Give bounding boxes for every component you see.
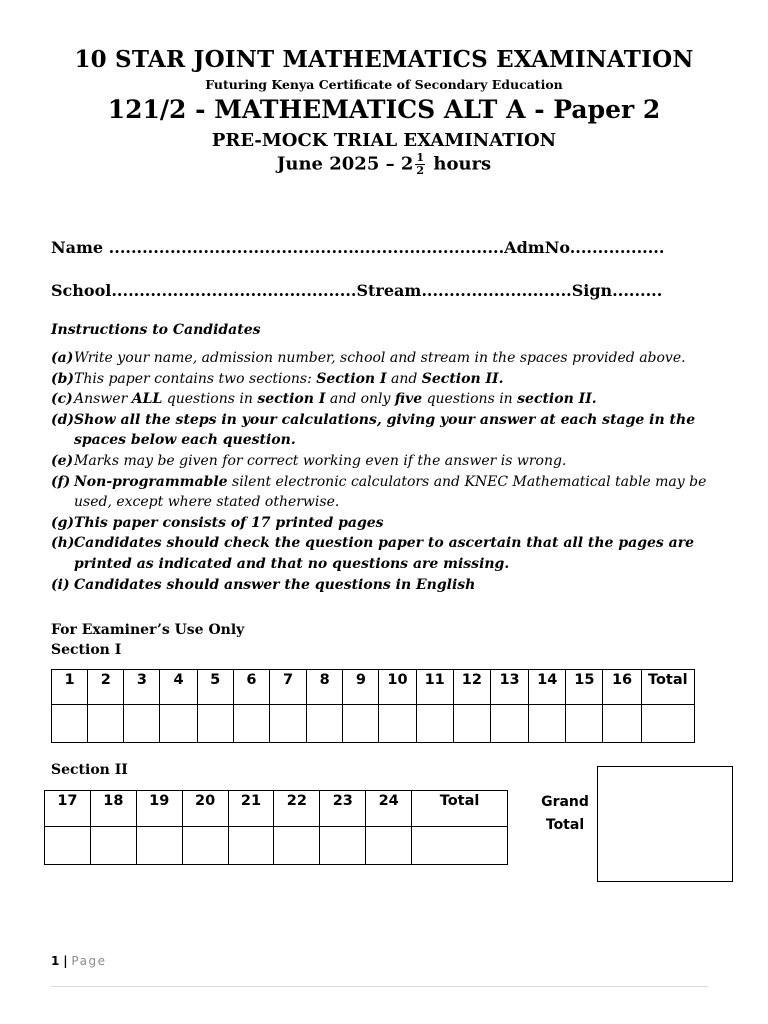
section1-column-header: 12 <box>453 670 490 705</box>
page-footer <box>51 954 106 968</box>
instruction-marker: (c) <box>51 391 73 408</box>
instructions-heading: Instructions to Candidates <box>51 322 261 338</box>
section1-column-header: 1 <box>52 670 88 705</box>
section2-score-cell[interactable] <box>45 827 91 865</box>
section1-column-header: 15 <box>566 670 603 705</box>
instruction-text: This paper consists of 17 printed pages <box>74 514 384 531</box>
section1-column-header: 7 <box>269 670 306 705</box>
section1-score-cell[interactable] <box>52 705 88 743</box>
instruction-marker: (e) <box>51 452 74 469</box>
duration-fraction <box>415 152 425 177</box>
section2-score-cell[interactable] <box>136 827 182 865</box>
instruction-item <box>51 575 716 596</box>
instruction-item <box>51 369 716 390</box>
section1-column-header: 6 <box>233 670 269 705</box>
school-label: School <box>51 281 112 300</box>
instruction-marker: (d) <box>51 411 75 428</box>
section1-score-cell[interactable] <box>453 705 490 743</box>
admno-field[interactable]: ................. <box>569 238 665 257</box>
section1-score-cell[interactable] <box>197 705 233 743</box>
section1-score-cell[interactable] <box>529 705 566 743</box>
instruction-emphasis: Non-programmable <box>74 473 228 490</box>
instruction-text: Answer <box>74 391 132 408</box>
grand-total-label-line2: Total <box>545 817 585 833</box>
instruction-text: and only <box>325 391 395 408</box>
section2-score-cell[interactable] <box>412 827 508 865</box>
grand-total-box[interactable] <box>597 766 733 882</box>
section1-score-row <box>52 705 695 743</box>
instruction-marker: (f) <box>51 473 71 490</box>
section1-score-cell[interactable] <box>379 705 416 743</box>
instruction-text: Candidates should check the question paper to ascertain that all the pages are printed as indicated and that no questions are missing. <box>74 535 695 572</box>
section2-column-header: 24 <box>366 791 412 827</box>
section1-score-cell[interactable] <box>343 705 379 743</box>
instruction-emphasis: Section I <box>316 370 387 387</box>
sign-label: Sign <box>571 281 613 300</box>
section1-column-header: 9 <box>343 670 379 705</box>
section1-column-header: 4 <box>160 670 197 705</box>
instruction-text: silent electronic calculators and KNEC Mathematical table may be used, except where stated otherwise. <box>74 473 707 511</box>
name-field[interactable]: ....................................................................... <box>103 238 505 257</box>
section1-column-header: 10 <box>379 670 416 705</box>
instruction-marker: (i) <box>51 576 70 593</box>
section1-column-header: 16 <box>603 670 641 705</box>
examiner-heading: For Examiner’s Use Only <box>51 622 245 638</box>
section1-score-cell[interactable] <box>124 705 160 743</box>
instruction-marker: (b) <box>51 370 75 387</box>
section2-column-header: 21 <box>228 791 274 827</box>
stream-field[interactable]: ........................... <box>421 281 572 300</box>
instruction-emphasis: ALL <box>131 391 163 408</box>
instruction-text: Write your name, admission number, school and stream in the spaces provided above. <box>74 350 686 366</box>
page-separator: | <box>63 954 68 968</box>
instruction-item <box>51 533 716 574</box>
instruction-text: Show all the steps in your calculations, giving your answer at each stage in the spaces below each question. <box>74 411 696 449</box>
section1-score-cell[interactable] <box>307 705 343 743</box>
section1-score-cell[interactable] <box>603 705 641 743</box>
section1-column-header: 13 <box>490 670 528 705</box>
session-line <box>0 152 768 177</box>
instruction-item <box>51 472 716 513</box>
school-line <box>51 281 662 300</box>
exam-title: 10 STAR JOINT MATHEMATICS EXAMINATION <box>74 46 694 73</box>
instruction-emphasis: Section II. <box>421 370 504 387</box>
name-line <box>51 238 664 257</box>
section2-column-header: 23 <box>320 791 366 827</box>
section1-column-header: 8 <box>307 670 343 705</box>
exam-subtitle: Futuring Kenya Certificate of Secondary Education <box>205 77 563 92</box>
section2-score-table <box>44 790 508 865</box>
section1-score-cell[interactable] <box>88 705 124 743</box>
instruction-item <box>51 348 716 369</box>
section1-score-cell[interactable] <box>490 705 528 743</box>
section1-column-header: 3 <box>124 670 160 705</box>
page-number: 1 <box>51 954 60 968</box>
instruction-item <box>51 389 716 410</box>
admno-label: AdmNo <box>504 238 570 257</box>
instruction-emphasis: section I <box>257 391 326 408</box>
instruction-text: Marks may be given for correct working even if the answer is wrong. <box>74 452 567 469</box>
name-label: Name <box>51 238 104 257</box>
instructions-list <box>51 348 716 595</box>
section1-score-cell[interactable] <box>269 705 306 743</box>
section1-column-header: 5 <box>197 670 233 705</box>
section1-score-cell[interactable] <box>233 705 269 743</box>
section2-score-row <box>45 827 508 865</box>
section1-column-header: 11 <box>416 670 453 705</box>
section2-score-cell[interactable] <box>274 827 320 865</box>
section1-score-cell[interactable] <box>160 705 197 743</box>
section2-column-header: 20 <box>182 791 228 827</box>
instruction-text: This paper contains two sections: <box>74 370 317 387</box>
instruction-text: questions in <box>422 391 518 408</box>
duration-numerator: 1 <box>416 151 425 164</box>
instruction-marker: (g) <box>51 514 75 531</box>
instruction-text: Candidates should answer the questions in English <box>74 576 476 593</box>
section2-column-header: 17 <box>45 791 91 827</box>
instruction-text: questions in <box>162 391 258 408</box>
instruction-text: and <box>386 370 422 387</box>
instruction-item <box>51 451 716 472</box>
section1-label: Section I <box>51 642 122 658</box>
section2-column-header: 19 <box>136 791 182 827</box>
section2-column-header: Total <box>412 791 508 827</box>
instruction-item <box>51 513 716 534</box>
instruction-emphasis: five <box>394 391 423 408</box>
section2-score-cell[interactable] <box>228 827 274 865</box>
section2-score-cell[interactable] <box>90 827 136 865</box>
section2-label: Section II <box>51 762 128 778</box>
section2-column-header: 18 <box>90 791 136 827</box>
session-text: June 2025 – 2 <box>276 153 414 175</box>
section2-header-row <box>45 791 508 827</box>
paper-title: 121/2 - MATHEMATICS ALT A - Paper 2 <box>107 95 661 124</box>
stream-label: Stream <box>356 281 422 300</box>
section2-score-cell[interactable] <box>366 827 412 865</box>
school-field[interactable]: ............................................ <box>111 281 357 300</box>
grand-total-label <box>533 791 597 837</box>
section1-column-header: Total <box>641 670 694 705</box>
footer-divider <box>51 986 708 987</box>
section2-score-cell[interactable] <box>320 827 366 865</box>
instruction-item <box>51 410 716 451</box>
instruction-marker: (a) <box>51 350 74 366</box>
sign-field[interactable]: ......... <box>612 281 663 300</box>
instruction-marker: (h) <box>51 535 75 552</box>
section1-score-table <box>51 669 695 743</box>
section1-column-header: 14 <box>529 670 566 705</box>
grand-total-label-line1: Grand <box>541 794 589 810</box>
section1-score-cell[interactable] <box>416 705 453 743</box>
section1-column-header: 2 <box>88 670 124 705</box>
section1-score-cell[interactable] <box>566 705 603 743</box>
section2-score-cell[interactable] <box>182 827 228 865</box>
trial-title: PRE-MOCK TRIAL EXAMINATION <box>211 130 557 151</box>
instruction-emphasis: section II. <box>517 391 597 408</box>
section1-header-row <box>52 670 695 705</box>
page-word: Page <box>71 954 107 968</box>
duration-denominator: 2 <box>416 164 425 177</box>
section2-column-header: 22 <box>274 791 320 827</box>
section1-score-cell[interactable] <box>641 705 694 743</box>
duration-unit: hours <box>433 153 492 175</box>
